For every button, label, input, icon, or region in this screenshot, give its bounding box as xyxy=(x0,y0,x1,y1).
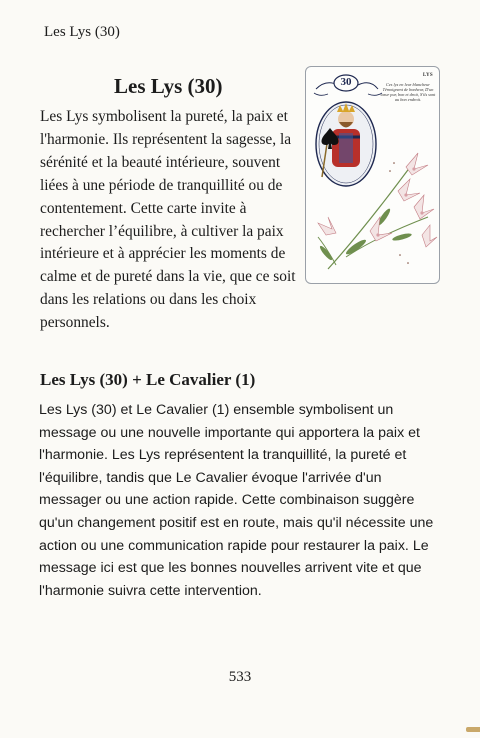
lenormand-card-illustration xyxy=(305,66,440,284)
page-number: 533 xyxy=(228,669,252,685)
combination-title: Les Lys (30) + Le Cavalier (1) xyxy=(40,370,256,389)
page-edge-mark xyxy=(466,727,480,732)
section-intro-text: Les Lys symbolisent la pureté, la paix et l'harmonie. Ils représentent la sagesse, la sérénité et la beauté intérieure, souvent liées à une période de tranquillité ou de contentement. Cette carte invite à rechercher l’équilibre, à cultiver la paix intérieure et à apprécier les moments de calme et de pureté dans la vie, que ce soit dans les relations ou dans les choix personnels. xyxy=(40,108,296,332)
section-title: Les Lys (30) xyxy=(114,74,223,98)
running-header: Les Lys (30) xyxy=(44,24,120,40)
card-verse: Ces lys en leur blancheur Témoignent de bonheur, D'un cœur pur, bon et droit, S'ils sont au bon endroit. xyxy=(380,82,436,103)
combination-text: Les Lys (30) et Le Cavalier (1) ensemble symbolisent un message ou une nouvelle importante qui apportera la paix et l'harmonie. Les Lys représentent la tranquillité, la pureté et l'équilibre, tandis que Le Cavalier évoque l'arrivée d'un messager ou une action rapide. Cette combinaison suggère qu'un changement positif est en route, mais qu'il nécessite une action ou une communication rapide pour restaurer la paix. Le message ici est que les bonnes nouvelles arrivent vite et que l'harmonie suivra cette intervention. xyxy=(39,402,434,599)
card-number: 30 xyxy=(340,76,352,88)
card-title: LYS xyxy=(422,73,433,78)
